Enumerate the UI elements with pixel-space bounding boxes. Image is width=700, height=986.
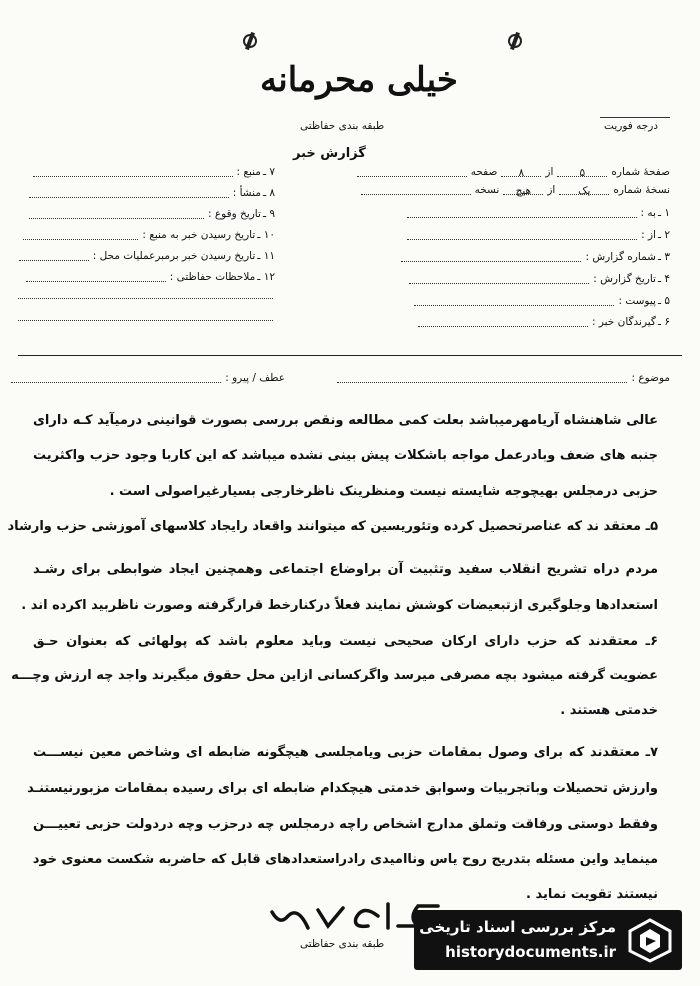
field-recipients (418, 316, 670, 328)
field-to (407, 207, 671, 219)
field-number: ۸ ـ (262, 187, 275, 199)
body-line: حزبی درمجلس بهیچوجه شایسته نیست ومنظرینک ناظرخارجی بسیارغیراصولی است . (109, 484, 658, 499)
body-line: عضویت گرفته میشود بچه مصرفی میرسد واگرکسانی ازاین محل حقوق میگیرند واجد چه ارزش وچـــه (11, 668, 658, 683)
dotted-line (361, 185, 471, 195)
copy-number-value: یک (559, 185, 609, 195)
field-label: پیوست : (618, 295, 656, 307)
field-label: نسخهٔ شماره (613, 184, 670, 196)
field-attachment (414, 295, 670, 307)
field-origin (29, 187, 275, 199)
field-report-date (409, 273, 670, 285)
page-number-value: ۵ (557, 167, 607, 177)
field-number: ۱ ـ (657, 207, 670, 219)
field-number: ۵ ـ (657, 295, 670, 307)
subject-field (337, 372, 670, 384)
field-number: ۱۲ ـ (257, 271, 275, 283)
dotted-line (414, 296, 614, 306)
page-word: صفحه (470, 166, 498, 178)
field-number: ۱۰ ـ (257, 229, 275, 241)
field-label: تاریخ رسیدن خبر به منبع : (142, 229, 256, 241)
watermark-name: مرکز بررسی اسناد تاریخی (419, 918, 616, 936)
priority-line (600, 117, 670, 118)
copy-word: نسخه (474, 184, 500, 196)
header-separator (18, 355, 682, 356)
body-line: ۷ـ معتقدند که برای وصول بمقامات حزبی ویامجلسی هیچگونه ضابطه ای وشاخص معین نیســـت (33, 745, 658, 760)
watermark-url: historydocuments.ir (445, 943, 616, 961)
of-word: از (545, 166, 554, 178)
field-label: شماره گزارش : (585, 251, 656, 263)
field-number: ۳ ـ (657, 251, 670, 263)
watermark-logo (414, 910, 682, 970)
field-label: صفحهٔ شماره (611, 166, 670, 178)
body-line: عالی شاهنشاه آریامهرمیباشد بعلت کمی مطالعه ونقص بررسی بصورت قوانینی درمیآید کـه دارای (33, 413, 658, 428)
dotted-line (337, 373, 627, 383)
field-number: ۹ ـ (262, 208, 275, 220)
field-label: منشأ : (232, 187, 261, 199)
body-line: وفقط دوستی ورفاقت وتملق مدارج اشخاص راچه درمجلس چه درحزب وچه دردولت حزبی تعییـــن (33, 817, 658, 832)
dotted-line (357, 167, 467, 177)
body-line: نیستند تقویت نماید . (526, 887, 658, 902)
field-label: منبع : (236, 166, 261, 178)
dotted-line (26, 272, 166, 282)
top-seal-right-icon (505, 30, 525, 52)
body-line: استعدادها وجلوگیری ازتبعیضات کوشش نمایند فعلاً درکنارخط قرارگرفته وصورت ناظربید اکرده اند . (21, 598, 658, 613)
top-seal-left-icon (240, 30, 260, 52)
dotted-line (33, 167, 233, 177)
page-title: خیلی محرمانه (260, 60, 458, 100)
footer-classification-label: طبقه بندی حفاظتی (300, 938, 385, 950)
dotted-line (19, 251, 89, 261)
page-number-field (357, 166, 670, 178)
reference-field (11, 372, 285, 384)
field-occurrence-date (29, 208, 275, 220)
field-label: تاریخ گزارش : (593, 273, 656, 285)
classification-label: طبقه بندی حفاظتی (300, 120, 385, 132)
dotted-line (23, 230, 138, 240)
dotted-line (407, 230, 637, 240)
reference-label: عطف / پیرو : (225, 372, 285, 384)
body-line: مینماید واین مسئله بتدریج روح یاس وناامیدی رادراستعدادهای قابل که حاضربه شکست معنوی خود (32, 852, 658, 867)
field-label: از : (641, 229, 656, 241)
field-report-number (401, 251, 670, 263)
body-line: ۶ـ معتقدند که حزب دارای ارکان صحیحی نیست وباید معلوم باشد که پولهائی که بعنوان حـق (33, 634, 658, 649)
copy-number-field (361, 184, 670, 196)
field-number: ۴ ـ (657, 273, 670, 285)
field-news-to-source-date (23, 229, 275, 241)
field-number: ۱۱ ـ (257, 250, 275, 262)
body-line: وارزش تحصیلات وباتجربیات وسوابق خدمتی هیچکدام ضابطه ای برای رسیده بمقامات مزبورنیستنـد (27, 781, 658, 796)
dotted-line (418, 317, 588, 327)
field-label: به : (640, 207, 656, 219)
subject-label: موضوع : (631, 372, 670, 384)
body-line: مردم دراه تشریح انقلاب سفید وتثبیت آن براوضاع اجتماعی وهمچنین ایجاد ضوابطی برای رشـد (33, 562, 658, 577)
field-news-to-operations-date (19, 250, 275, 262)
dotted-line (409, 274, 589, 284)
copy-total-value: هیچ (503, 185, 543, 195)
field-security-notes (26, 271, 275, 283)
dotted-line (407, 208, 637, 218)
body-line: خدمتی هستند . (560, 703, 658, 718)
field-label: تاریخ وقوع : (208, 208, 261, 220)
center-logo-icon (626, 917, 674, 963)
field-label: گیرندگان خبر : (591, 316, 656, 328)
of-word: از (547, 184, 556, 196)
field-label: ملاحظات حفاظتی : (169, 271, 256, 283)
field-source (33, 166, 276, 178)
dotted-line (401, 252, 581, 262)
page-total-value: ۸ (501, 167, 541, 177)
field-number: ۷ ـ (262, 166, 275, 178)
body-line: جنبه های ضعف وبادرعمل مواجه باشکلات پیش بینی نشده میباشد که این کاربا وجود حزب واکثریت (33, 448, 658, 463)
field-from (407, 229, 670, 241)
field-label: تاریخ رسیدن خبر برمبرعملیات محل : (92, 250, 256, 262)
field-number: ۲ ـ (657, 229, 670, 241)
dotted-line (18, 298, 273, 299)
dotted-line (29, 188, 229, 198)
report-subtitle: گزارش خبر (293, 146, 366, 161)
priority-label: درجه فوریت (604, 120, 658, 132)
dotted-line (11, 373, 221, 383)
field-number: ۶ ـ (657, 316, 670, 328)
dotted-line (18, 320, 273, 321)
body-line: ۵ـ معتقد ند که عناصرتحصیل کرده وتئوریسین که میتوانند واقعاد رایجاد کلاسهای آموزشی حزب وارشاد (7, 519, 658, 534)
dotted-line (29, 209, 204, 219)
